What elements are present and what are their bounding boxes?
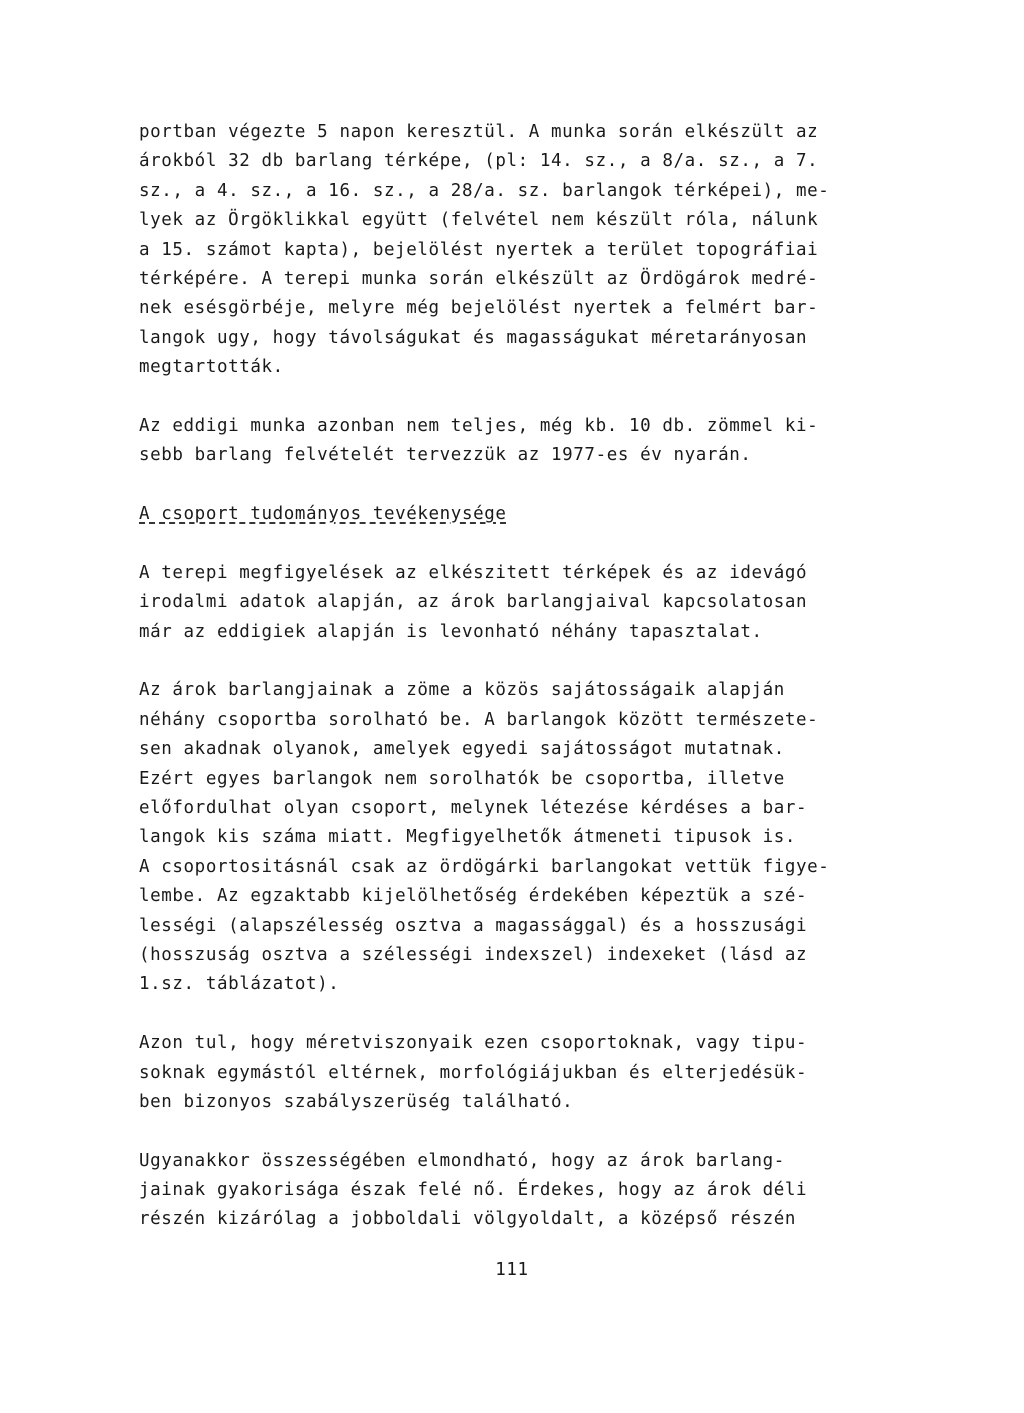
paragraph [139, 559, 899, 647]
text-line: megtartották. [139, 357, 284, 378]
text-line: A terepi megfigyelések az elkészitett térképek és az idevágó [139, 562, 808, 583]
text-line: jainak gyakorisága észak felé nő. Érdekes, hogy az árok déli [139, 1180, 808, 1201]
text-line: Ugyanakkor összességében elmondható, hogy az árok barlang- [139, 1150, 785, 1171]
document-page [139, 118, 899, 1235]
text-line: irodalmi adatok alapján, az árok barlangjaival kapcsolatosan [139, 592, 808, 613]
text-line: nek esésgörbéje, melyre még bejelölést nyertek a felmért bar- [139, 298, 819, 319]
text-line: lyek az Örgöklikkal együtt (felvétel nem készült róla, nálunk [139, 210, 819, 231]
text-line: A csoportositásnál csak az ördögárki barlangokat vettük figye- [139, 856, 830, 877]
paragraph [139, 676, 899, 999]
text-line: Az árok barlangjainak a zöme a közös sajátosságaik alapján [139, 680, 785, 701]
text-line: langok ugy, hogy távolságukat és magasságukat méretarányosan [139, 327, 808, 348]
text-line: árokból 32 db barlang térképe, (pl: 14. sz., a 8/a. sz., a 7. [139, 151, 819, 172]
text-line: sebb barlang felvételét tervezzük az 1977-es év nyarán. [139, 445, 752, 466]
text-line: előfordulhat olyan csoport, melynek létezése kérdéses a bar- [139, 797, 808, 818]
paragraph-gap [139, 647, 899, 676]
paragraph [139, 1029, 899, 1117]
paragraph-gap [139, 1000, 899, 1029]
text-line: lességi (alapszélesség osztva a magassággal) és a hosszusági [139, 915, 808, 936]
text-line: már az eddigiek alapján is levonható néhány tapasztalat. [139, 621, 763, 642]
text-line: részén kizárólag a jobboldali völgyoldalt, a középső részén [139, 1209, 797, 1230]
text-line: a 15. számot kapta), bejelölést nyertek a terület topográfiai [139, 239, 819, 260]
text-line: sz., a 4. sz., a 16. sz., a 28/a. sz. barlangok térképei), me- [139, 180, 830, 201]
text-line: Az eddigi munka azonban nem teljes, még kb. 10 db. zömmel ki- [139, 415, 819, 436]
page-number: 111 [495, 1260, 529, 1280]
text-line: Azon tul, hogy méretviszonyaik ezen csoportoknak, vagy tipu- [139, 1033, 808, 1054]
paragraph-gap [139, 529, 899, 558]
text-line: sen akadnak olyanok, amelyek egyedi sajátosságot mutatnak. [139, 739, 785, 760]
text-line: néhány csoportba sorolható be. A barlangok között természete- [139, 709, 819, 730]
paragraph-gap [139, 471, 899, 500]
text-line: ben bizonyos szabályszerüség található. [139, 1091, 574, 1112]
text-line: lembe. Az egzaktabb kijelölhetőség érdekében képeztük a szé- [139, 886, 808, 907]
text-line: (hosszuság osztva a szélességi indexszel) indexeket (lásd az [139, 944, 808, 965]
text-line: Ezért egyes barlangok nem sorolhatók be csoportba, illetve [139, 768, 785, 789]
paragraph-gap [139, 1117, 899, 1146]
paragraph [139, 118, 899, 383]
text-line: 1.sz. táblázatot). [139, 974, 340, 995]
text-line: langok kis száma miatt. Megfigyelhetők átmeneti tipusok is. [139, 827, 797, 848]
text-line: térképére. A terepi munka során elkészült az Ördögárok medré- [139, 268, 819, 289]
text-line: portban végezte 5 napon keresztül. A munka során elkészült az [139, 122, 819, 142]
paragraph [139, 412, 899, 471]
paragraph [139, 1147, 899, 1235]
paragraph-gap [139, 383, 899, 412]
text-line: soknak egymástól eltérnek, morfológiájukban és elterjedésük- [139, 1062, 808, 1083]
section-heading: A csoport tudományos tevékenysége [139, 504, 507, 525]
